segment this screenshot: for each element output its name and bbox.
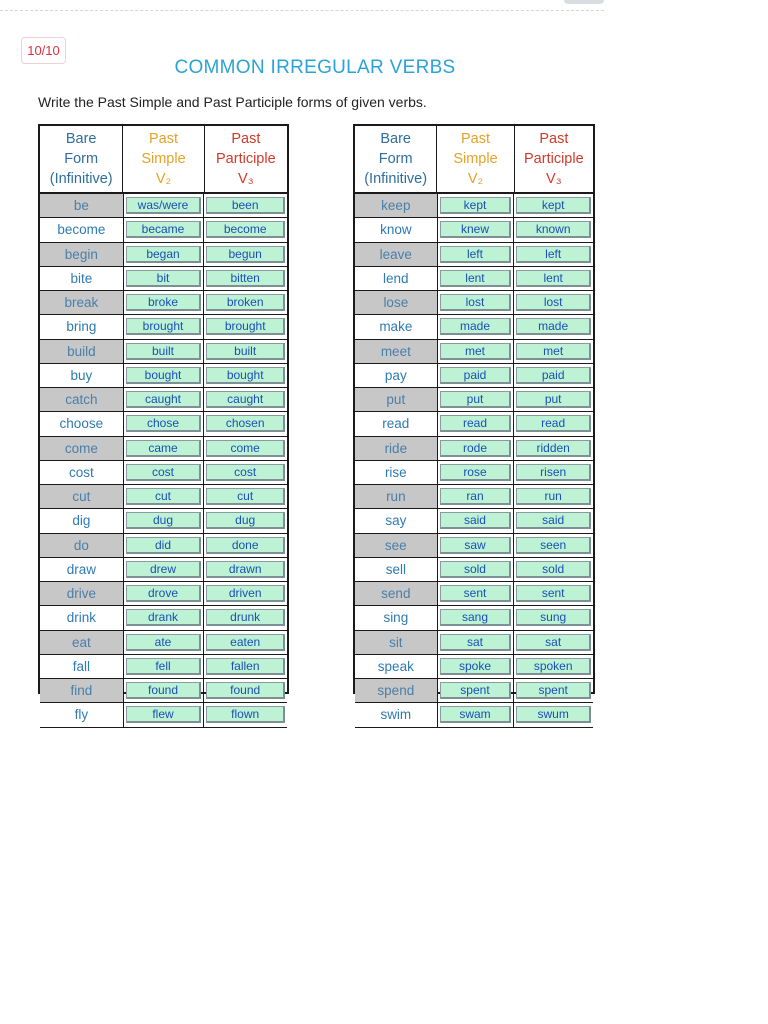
past-participle-answer-field[interactable]: said [516, 512, 591, 529]
past-participle-answer-field[interactable]: caught [206, 391, 285, 408]
bare-form-cell: drink [40, 606, 124, 629]
past-simple-answer-field[interactable]: drank [126, 609, 202, 626]
verb-row [355, 534, 593, 558]
answer-cell [124, 485, 205, 508]
answer-cell [438, 582, 515, 605]
past-simple-answer-field[interactable]: sang [440, 609, 512, 626]
bare-form-cell: find [40, 679, 124, 702]
verb-row [355, 509, 593, 533]
bare-form-cell: read [355, 412, 438, 435]
past-participle-answer-field[interactable]: done [206, 537, 285, 554]
answer-cell [204, 485, 287, 508]
verb-row [40, 437, 287, 461]
bare-form-cell: drive [40, 582, 124, 605]
answer-cell [514, 243, 593, 266]
verb-row [40, 291, 287, 315]
header-bare-form [355, 126, 437, 192]
verb-row [40, 485, 287, 509]
past-simple-answer-field[interactable]: said [440, 512, 512, 529]
answer-cell [514, 315, 593, 338]
verb-row [40, 364, 287, 388]
verb-row [355, 340, 593, 364]
past-participle-answer-field[interactable]: put [516, 391, 591, 408]
header-part-line: V₃ [546, 171, 562, 187]
verb-row [40, 461, 287, 485]
bare-form-cell: sing [355, 606, 438, 629]
answer-cell [204, 582, 287, 605]
past-participle-answer-field[interactable]: found [206, 682, 285, 699]
past-participle-answer-field[interactable]: brought [206, 318, 285, 335]
past-simple-answer-field[interactable]: kept [440, 197, 512, 214]
past-participle-answer-field[interactable]: built [206, 343, 285, 360]
past-participle-answer-field[interactable]: met [516, 343, 591, 360]
bare-form-cell: fall [40, 655, 124, 678]
past-simple-answer-field[interactable]: left [440, 246, 512, 263]
past-simple-answer-field[interactable]: chose [126, 415, 202, 432]
bare-form-cell: say [355, 509, 438, 532]
past-simple-answer-field[interactable]: paid [440, 367, 512, 384]
answer-cell [438, 703, 515, 726]
header-past-line: Past [460, 131, 490, 147]
past-participle-answer-field[interactable]: become [206, 221, 285, 238]
verbs-table-right [353, 124, 595, 723]
verb-row [355, 631, 593, 655]
answer-cell [514, 703, 593, 726]
answer-cell [438, 534, 515, 557]
answer-cell [204, 534, 287, 557]
answer-cell [124, 291, 205, 314]
past-participle-answer-field[interactable]: read [516, 415, 591, 432]
past-participle-answer-field[interactable]: cost [206, 464, 285, 481]
verb-row [355, 315, 593, 339]
header-past-simple [437, 126, 514, 192]
answer-cell [438, 655, 515, 678]
bare-form-cell: keep [355, 194, 438, 217]
bare-form-cell: build [40, 340, 124, 363]
header-part-line: Past [539, 131, 569, 147]
past-participle-answer-field[interactable]: spent [516, 682, 591, 699]
past-simple-answer-field[interactable]: sat [440, 634, 512, 651]
past-simple-answer-field[interactable]: fell [126, 658, 202, 675]
answer-cell [514, 194, 593, 217]
answer-cell [204, 437, 287, 460]
verb-row [40, 582, 287, 606]
past-participle-answer-field[interactable]: drunk [206, 609, 285, 626]
answer-cell [204, 703, 287, 726]
past-participle-answer-field[interactable]: drawn [206, 561, 285, 578]
answer-cell [124, 606, 205, 629]
verb-row [40, 606, 287, 630]
header-part-line: V₃ [238, 171, 254, 187]
bare-form-cell: buy [40, 364, 124, 387]
table-header [355, 126, 593, 194]
bare-form-cell: bite [40, 267, 124, 290]
past-participle-answer-field[interactable]: eaten [206, 634, 285, 651]
answer-cell [438, 267, 515, 290]
past-participle-answer-field[interactable]: fallen [206, 658, 285, 675]
past-simple-answer-field[interactable]: bought [126, 367, 202, 384]
answer-cell [438, 631, 515, 654]
bare-form-cell: catch [40, 388, 124, 411]
past-participle-answer-field[interactable]: begun [206, 246, 285, 263]
verb-row [355, 485, 593, 509]
answer-cell [438, 679, 515, 702]
header-bare-form [40, 126, 123, 192]
past-simple-answer-field[interactable]: put [440, 391, 512, 408]
answer-cell [124, 388, 205, 411]
verb-row [40, 679, 287, 703]
answer-cell [514, 485, 593, 508]
past-simple-answer-field[interactable]: spent [440, 682, 512, 699]
answer-cell [204, 461, 287, 484]
header-bare-line: (Infinitive) [364, 171, 428, 187]
past-participle-answer-field[interactable]: bitten [206, 270, 285, 287]
answer-cell [438, 437, 515, 460]
bare-form-cell: know [355, 218, 438, 241]
bare-form-cell: ride [355, 437, 438, 460]
answer-cell [204, 655, 287, 678]
verb-row [40, 509, 287, 533]
verb-row [40, 267, 287, 291]
header-past-participle [515, 126, 593, 192]
answer-cell [438, 558, 515, 581]
past-simple-answer-field[interactable]: rose [440, 464, 512, 481]
bare-form-cell: speak [355, 655, 438, 678]
verb-row [40, 534, 287, 558]
past-participle-answer-field[interactable]: driven [206, 585, 285, 602]
verb-row [40, 558, 287, 582]
past-simple-answer-field[interactable]: bit [126, 270, 202, 287]
answer-cell [124, 437, 205, 460]
verb-row [355, 388, 593, 412]
answer-cell [124, 243, 205, 266]
past-participle-answer-field[interactable]: paid [516, 367, 591, 384]
bare-form-cell: choose [40, 412, 124, 435]
answer-cell [438, 340, 515, 363]
past-simple-answer-field[interactable]: cost [126, 464, 202, 481]
past-simple-answer-field[interactable]: built [126, 343, 202, 360]
answer-cell [124, 703, 205, 726]
header-past-line: Past [148, 131, 178, 147]
answer-cell [124, 679, 205, 702]
verb-row [355, 267, 593, 291]
verb-row [40, 218, 287, 242]
answer-cell [204, 509, 287, 532]
worksheet-title: COMMON IRREGULAR VERBS [174, 57, 456, 78]
answer-cell [204, 315, 287, 338]
header-bare-line: Form [378, 151, 413, 167]
verb-row [355, 558, 593, 582]
past-participle-answer-field[interactable]: lent [516, 270, 591, 287]
past-simple-answer-field[interactable]: ate [126, 634, 202, 651]
bare-form-cell: bring [40, 315, 124, 338]
bare-form-cell: come [40, 437, 124, 460]
past-simple-answer-field[interactable]: spoke [440, 658, 512, 675]
answer-cell [514, 461, 593, 484]
past-participle-answer-field[interactable]: cut [206, 488, 285, 505]
answer-cell [514, 582, 593, 605]
answer-cell [204, 340, 287, 363]
past-simple-answer-field[interactable]: lent [440, 270, 512, 287]
bare-form-cell: do [40, 534, 124, 557]
answer-cell [438, 388, 515, 411]
verb-row [40, 703, 287, 727]
answer-cell [514, 291, 593, 314]
verb-row [355, 703, 593, 727]
past-simple-answer-field[interactable]: read [440, 415, 512, 432]
past-participle-answer-field[interactable]: dug [206, 512, 285, 529]
answer-cell [438, 509, 515, 532]
answer-cell [514, 558, 593, 581]
past-simple-answer-field[interactable]: ran [440, 488, 512, 505]
bare-form-cell: pay [355, 364, 438, 387]
answer-cell [124, 412, 205, 435]
answer-cell [124, 218, 205, 241]
answer-cell [124, 194, 205, 217]
past-participle-answer-field[interactable]: bought [206, 367, 285, 384]
header-part-line: Participle [524, 151, 584, 167]
verb-row [40, 194, 287, 218]
bare-form-cell: be [40, 194, 124, 217]
answer-cell [438, 315, 515, 338]
past-participle-answer-field[interactable]: sold [516, 561, 591, 578]
past-simple-answer-field[interactable]: drove [126, 585, 202, 602]
table-body-left [40, 194, 287, 723]
answer-cell [124, 364, 205, 387]
header-part-line: Participle [216, 151, 276, 167]
answer-cell [124, 631, 205, 654]
answer-cell [514, 534, 593, 557]
bare-form-cell: become [40, 218, 124, 241]
verb-row [40, 655, 287, 679]
past-simple-answer-field[interactable]: broke [126, 294, 202, 311]
top-toolbar-strip [0, 0, 604, 11]
bare-form-cell: leave [355, 243, 438, 266]
past-simple-answer-field[interactable]: brought [126, 318, 202, 335]
past-simple-answer-field[interactable]: dug [126, 512, 202, 529]
past-participle-answer-field[interactable]: spoken [516, 658, 591, 675]
past-participle-answer-field[interactable]: come [206, 440, 285, 457]
verb-row [355, 412, 593, 436]
past-simple-answer-field[interactable]: met [440, 343, 512, 360]
answer-cell [204, 218, 287, 241]
verb-row [40, 243, 287, 267]
past-participle-answer-field[interactable]: swum [516, 706, 591, 723]
answer-cell [514, 388, 593, 411]
past-simple-answer-field[interactable]: sold [440, 561, 512, 578]
header-past-line: V₂ [155, 171, 172, 187]
verb-row [40, 631, 287, 655]
past-participle-answer-field[interactable]: broken [206, 294, 285, 311]
answer-cell [124, 315, 205, 338]
header-part-line: Past [231, 131, 261, 147]
bare-form-cell: draw [40, 558, 124, 581]
answer-cell [124, 534, 205, 557]
past-simple-answer-field[interactable]: was/were [126, 197, 202, 214]
bare-form-cell: lend [355, 267, 438, 290]
bare-form-cell: cut [40, 485, 124, 508]
bare-form-cell: swim [355, 703, 438, 726]
past-simple-answer-field[interactable]: found [126, 682, 202, 699]
answer-cell [204, 194, 287, 217]
bare-form-cell: send [355, 582, 438, 605]
bare-form-cell: eat [40, 631, 124, 654]
bare-form-cell: spend [355, 679, 438, 702]
verb-row [355, 461, 593, 485]
answer-cell [124, 461, 205, 484]
header-past-line: Simple [453, 151, 498, 167]
bare-form-cell: make [355, 315, 438, 338]
past-participle-answer-field[interactable]: ridden [516, 440, 591, 457]
past-simple-answer-field[interactable]: came [126, 440, 202, 457]
header-past-line: Simple [141, 151, 186, 167]
answer-cell [438, 461, 515, 484]
answer-cell [124, 558, 205, 581]
verb-row [355, 194, 593, 218]
past-simple-answer-field[interactable]: rode [440, 440, 512, 457]
header-bare-line: (Infinitive) [49, 171, 113, 187]
answer-cell [124, 655, 205, 678]
answer-cell [204, 606, 287, 629]
answer-cell [438, 364, 515, 387]
answer-cell [204, 631, 287, 654]
answer-cell [438, 606, 515, 629]
past-participle-answer-field[interactable]: run [516, 488, 591, 505]
verb-row [40, 340, 287, 364]
past-participle-answer-field[interactable]: known [516, 221, 591, 238]
answer-cell [204, 364, 287, 387]
header-past-participle [205, 126, 287, 192]
verb-row [355, 679, 593, 703]
past-simple-answer-field[interactable]: did [126, 537, 202, 554]
bare-form-cell: fly [40, 703, 124, 726]
answer-cell [438, 485, 515, 508]
answer-cell [438, 243, 515, 266]
answer-cell [204, 679, 287, 702]
header-bare-line: Bare [65, 131, 97, 147]
past-participle-answer-field[interactable]: flown [206, 706, 285, 723]
answer-cell [514, 437, 593, 460]
past-participle-answer-field[interactable]: sat [516, 634, 591, 651]
top-toolbar-button[interactable] [564, 0, 604, 4]
bare-form-cell: run [355, 485, 438, 508]
answer-cell [124, 340, 205, 363]
answer-cell [124, 267, 205, 290]
answer-cell [438, 194, 515, 217]
past-simple-answer-field[interactable]: saw [440, 537, 512, 554]
past-simple-answer-field[interactable]: sent [440, 585, 512, 602]
past-simple-answer-field[interactable]: became [126, 221, 202, 238]
past-participle-answer-field[interactable]: sung [516, 609, 591, 626]
bare-form-cell: sit [355, 631, 438, 654]
header-past-line: V₂ [467, 171, 484, 187]
verb-row [40, 412, 287, 436]
table-header [40, 126, 287, 194]
past-simple-answer-field[interactable]: swam [440, 706, 512, 723]
bare-form-cell: put [355, 388, 438, 411]
verbs-table-left [38, 124, 289, 723]
answer-cell [514, 606, 593, 629]
answer-cell [514, 267, 593, 290]
verb-row [355, 582, 593, 606]
past-simple-answer-field[interactable]: began [126, 246, 202, 263]
past-simple-answer-field[interactable]: knew [440, 221, 512, 238]
past-participle-answer-field[interactable]: chosen [206, 415, 285, 432]
answer-cell [204, 388, 287, 411]
bare-form-cell: see [355, 534, 438, 557]
answer-cell [514, 340, 593, 363]
bare-form-cell: dig [40, 509, 124, 532]
answer-cell [124, 582, 205, 605]
bare-form-cell: begin [40, 243, 124, 266]
verb-row [355, 243, 593, 267]
answer-cell [514, 364, 593, 387]
bare-form-cell: lose [355, 291, 438, 314]
answer-cell [438, 412, 515, 435]
verb-row [40, 315, 287, 339]
worksheet-instruction: Write the Past Simple and Past Participle forms of given verbs. [38, 94, 427, 110]
past-simple-answer-field[interactable]: caught [126, 391, 202, 408]
past-participle-answer-field[interactable]: kept [516, 197, 591, 214]
answer-cell [514, 412, 593, 435]
past-participle-answer-field[interactable]: lost [516, 294, 591, 311]
past-simple-answer-field[interactable]: made [440, 318, 512, 335]
past-simple-answer-field[interactable]: drew [126, 561, 202, 578]
answer-cell [514, 509, 593, 532]
past-participle-answer-field[interactable]: been [206, 197, 285, 214]
bare-form-cell: sell [355, 558, 438, 581]
answer-cell [124, 509, 205, 532]
past-participle-answer-field[interactable]: seen [516, 537, 591, 554]
header-past-simple [123, 126, 204, 192]
answer-cell [514, 631, 593, 654]
answer-cell [514, 679, 593, 702]
answer-cell [204, 558, 287, 581]
bare-form-cell: meet [355, 340, 438, 363]
verb-row [355, 437, 593, 461]
answer-cell [204, 412, 287, 435]
answer-cell [514, 218, 593, 241]
past-simple-answer-field[interactable]: flew [126, 706, 202, 723]
answer-cell [204, 291, 287, 314]
answer-cell [204, 267, 287, 290]
past-simple-answer-field[interactable]: lost [440, 294, 512, 311]
answer-cell [514, 655, 593, 678]
bare-form-cell: cost [40, 461, 124, 484]
bare-form-cell: rise [355, 461, 438, 484]
answer-cell [204, 243, 287, 266]
past-participle-answer-field[interactable]: made [516, 318, 591, 335]
verb-row [355, 218, 593, 242]
verb-row [355, 364, 593, 388]
answer-cell [438, 218, 515, 241]
past-participle-answer-field[interactable]: left [516, 246, 591, 263]
bare-form-cell: break [40, 291, 124, 314]
header-bare-line: Form [64, 151, 99, 167]
verb-row [355, 655, 593, 679]
answer-cell [438, 291, 515, 314]
verb-row [355, 291, 593, 315]
past-participle-answer-field[interactable]: risen [516, 464, 591, 481]
table-body-right [355, 194, 593, 723]
score-badge: 10/10 [21, 37, 66, 64]
past-simple-answer-field[interactable]: cut [126, 488, 202, 505]
verb-row [355, 606, 593, 630]
header-bare-line: Bare [380, 131, 411, 147]
past-participle-answer-field[interactable]: sent [516, 585, 591, 602]
verb-row [40, 388, 287, 412]
